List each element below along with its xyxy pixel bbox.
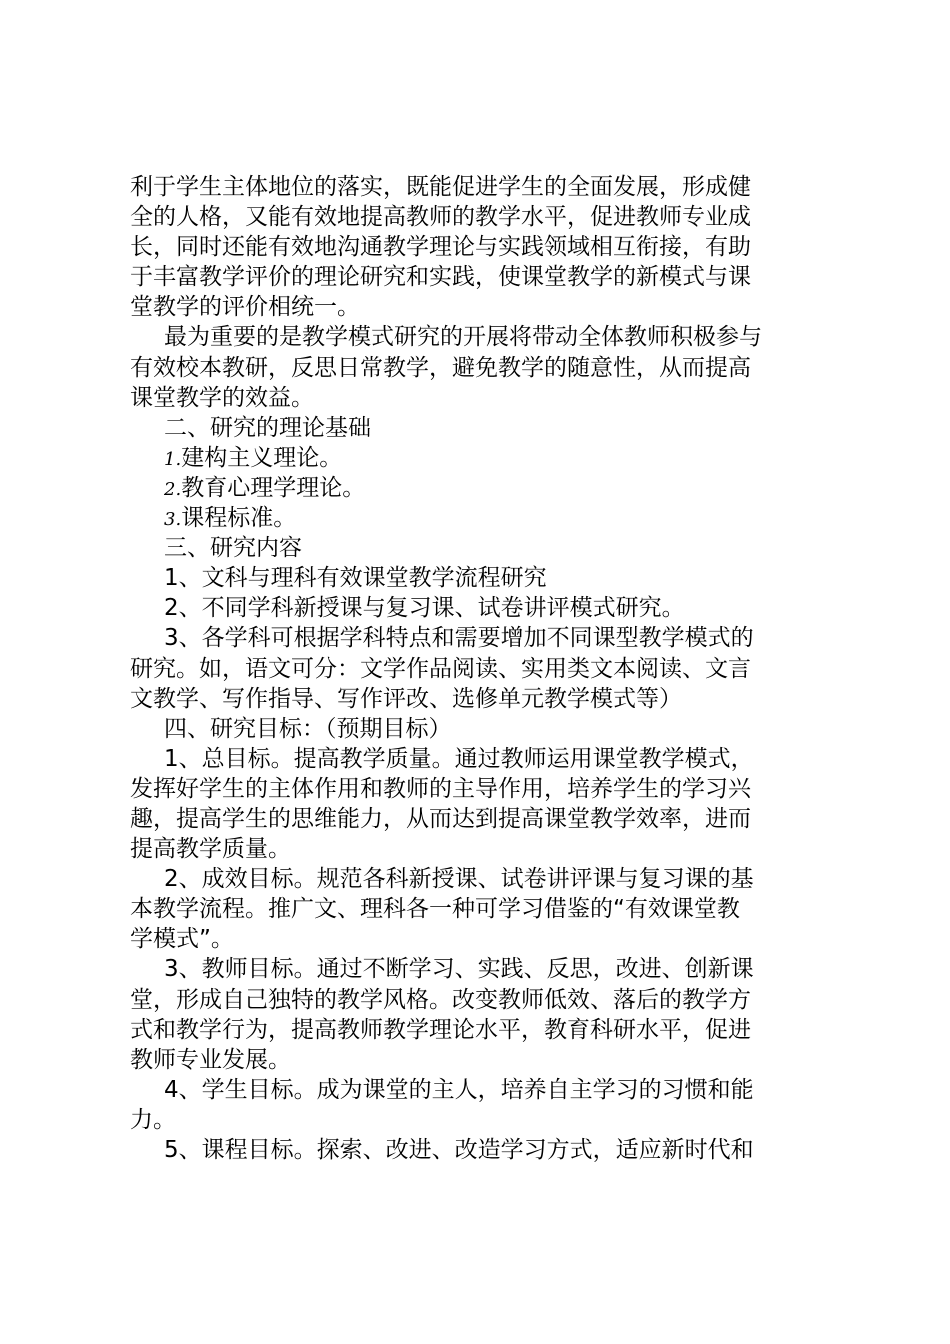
line-text: 发挥好学生的主体作用和教师的主导作用，培养学生的学习兴 (130, 775, 751, 802)
text-line (130, 774, 830, 804)
line-text: 本教学流程。推广文、理科各一种可学习借鉴的“有效课堂教 (130, 896, 740, 923)
text-line (130, 292, 830, 322)
text-line (130, 1015, 830, 1045)
text-line (130, 894, 830, 924)
text-line (130, 503, 830, 533)
text-line (130, 383, 830, 413)
text-line (130, 1135, 830, 1165)
line-text: 长，同时还能有效地沟通教学理论与实践领域相互衔接，有助 (130, 234, 751, 261)
text-line (130, 804, 830, 834)
text-line (130, 533, 830, 563)
line-text: 3、各学科可根据学科特点和需要增加不同课型教学模式的 (164, 625, 754, 652)
line-text: 教育心理学理论。 (181, 474, 366, 501)
list-number: 1. (164, 448, 182, 470)
line-text: 趣，提高学生的思维能力，从而达到提高课堂教学效率，进而 (130, 805, 751, 832)
line-text: 堂，形成自己独特的教学风格。改变教师低效、落后的教学方 (130, 986, 751, 1013)
text-line (130, 322, 830, 352)
line-text: 学模式”。 (130, 926, 234, 953)
list-number: 3. (164, 509, 182, 531)
text-line (130, 593, 830, 623)
line-text: 全的人格，又能有效地提高教师的教学水平，促进教师专业成 (130, 204, 751, 231)
text-line (130, 1045, 830, 1075)
document-body (130, 172, 830, 1165)
text-line (130, 353, 830, 383)
line-text: 1、总目标。提高教学质量。通过教师运用课堂教学模式， (164, 745, 754, 772)
text-line (130, 413, 830, 443)
line-text: 最为重要的是教学模式研究的开展将带动全体教师积极参与 (164, 324, 762, 351)
text-line (130, 714, 830, 744)
text-line (130, 985, 830, 1015)
line-text: 文教学、写作指导、写作评改、选修单元教学模式等） (130, 685, 682, 712)
line-text: 4、学生目标。成为课堂的主人，培养自主学习的习惯和能 (164, 1076, 754, 1103)
line-text: 提高教学质量。 (130, 836, 291, 863)
text-line (130, 563, 830, 593)
line-text: 二、研究的理论基础 (164, 414, 371, 441)
line-text: 2、成效目标。规范各科新授课、试卷讲评课与复习课的基 (164, 866, 754, 893)
text-line (130, 172, 830, 202)
text-line (130, 623, 830, 653)
line-text: 堂教学的评价相统一。 (130, 294, 360, 321)
text-line (130, 443, 830, 473)
text-line (130, 924, 830, 954)
line-text: 四、研究目标：（预期目标） (164, 715, 452, 742)
line-text: 式和教学行为，提高教师教学理论水平，教育科研水平，促进 (130, 1016, 751, 1043)
text-line (130, 1105, 830, 1135)
line-text: 2、不同学科新授课与复习课、试卷讲评模式研究。 (164, 595, 685, 622)
text-line (130, 834, 830, 864)
text-line (130, 654, 830, 684)
line-text: 研究。如，语文可分：文学作品阅读、实用类文本阅读、文言 (130, 655, 751, 682)
line-text: 于丰富教学评价的理论研究和实践，使课堂教学的新模式与课 (130, 264, 751, 291)
text-line (130, 684, 830, 714)
text-line (130, 202, 830, 232)
text-line (130, 1075, 830, 1105)
line-text: 建构主义理论。 (181, 444, 343, 471)
line-text: 课程标准。 (181, 505, 297, 532)
text-line (130, 262, 830, 292)
text-line (130, 744, 830, 774)
line-text: 5、课程目标。探索、改进、改造学习方式，适应新时代和 (164, 1137, 754, 1163)
list-number: 2. (164, 478, 182, 500)
line-text: 三、研究内容 (164, 535, 302, 562)
line-text: 3、教师目标。通过不断学习、实践、反思，改进、创新课 (164, 956, 754, 983)
line-text: 1、文科与理科有效课堂教学流程研究 (164, 565, 547, 592)
line-text: 课堂教学的效益。 (130, 384, 314, 411)
line-text: 力。 (130, 1106, 176, 1133)
line-text: 教师专业发展。 (130, 1046, 291, 1073)
line-text: 利于学生主体地位的落实，既能促进学生的全面发展，形成健 (130, 174, 751, 200)
text-line (130, 864, 830, 894)
text-line (130, 954, 830, 984)
text-line (130, 232, 830, 262)
text-line (130, 473, 830, 503)
line-text: 有效校本教研，反思日常教学，避免教学的随意性，从而提高 (130, 354, 751, 381)
